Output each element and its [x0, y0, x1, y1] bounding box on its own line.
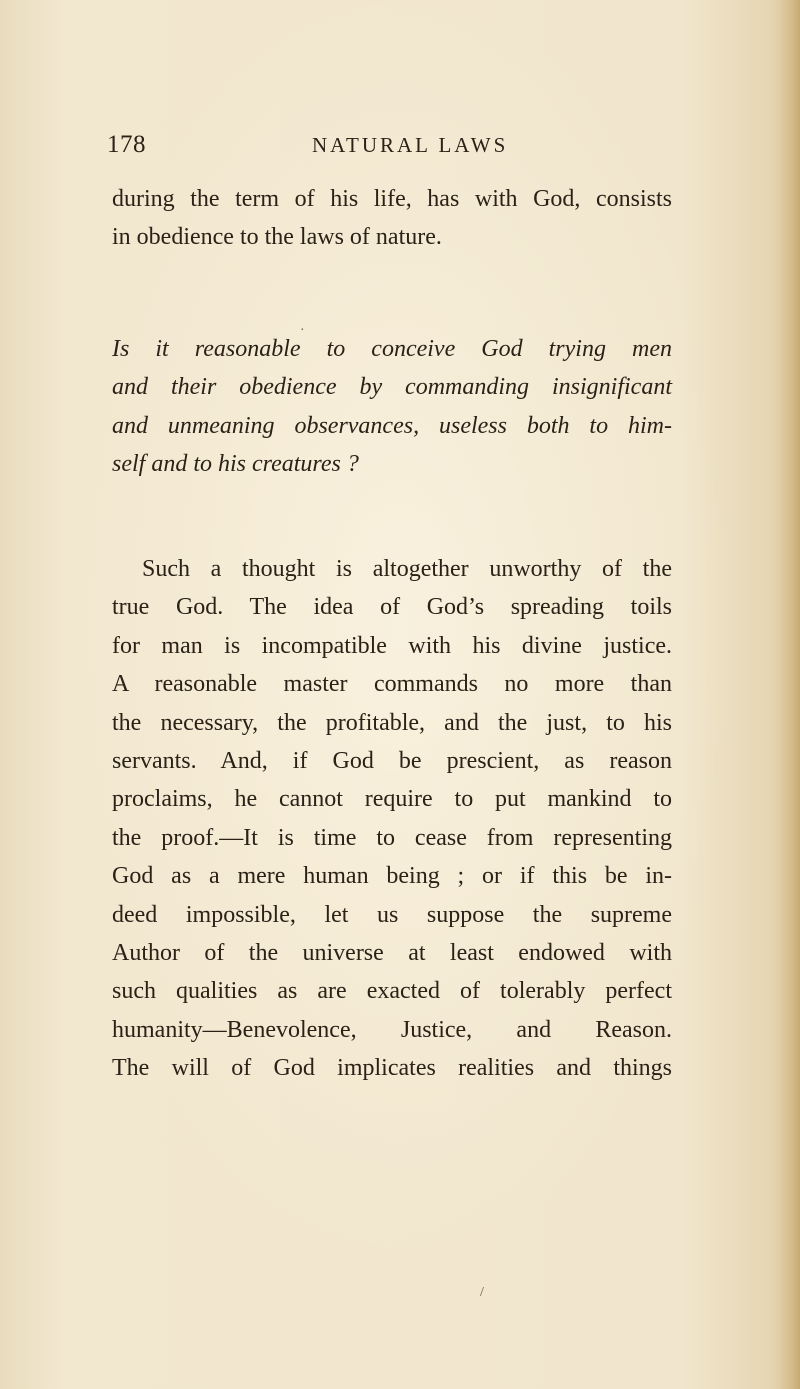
- text-line: and their obedience by commanding insignificant: [112, 374, 672, 401]
- text-line: Is it reasonable to conceive God trying men: [112, 336, 672, 362]
- text-line: proclaims, he cannot require to put mankind to: [112, 786, 672, 813]
- text-line: the proof.—It is time to cease from representing: [112, 824, 672, 851]
- text-line: for man is incompatible with his divine justice.: [112, 632, 672, 659]
- text-line: the necessary, the profitable, and the just, to his: [112, 709, 672, 736]
- page-edge-shadow: [778, 0, 800, 1389]
- text-line: The will of God implicates realities and things: [112, 1055, 672, 1082]
- text-line: and unmeaning observances, useless both to him-: [112, 412, 672, 439]
- text-line: humanity—Benevolence, Justice, and Reason.: [112, 1016, 672, 1043]
- running-title: NATURAL LAWS: [312, 133, 509, 157]
- text-line: true God. The idea of God’s spreading toils: [112, 594, 672, 621]
- text-line: Author of the universe at least endowed with: [112, 940, 672, 967]
- text-line: Such a thought is altogether unworthy of the: [142, 556, 672, 582]
- ink-speck: /: [480, 1285, 484, 1300]
- text-line: self and to his creatures ?: [112, 451, 359, 478]
- paragraph-3: [112, 550, 672, 1088]
- text-line: during the term of his life, has with God, consists: [112, 186, 672, 212]
- text-line: such qualities as are exacted of tolerably perfect: [112, 978, 672, 1005]
- text-line: servants. And, if God be prescient, as reason: [112, 748, 672, 775]
- ink-speck: ·: [300, 323, 305, 338]
- paragraph-1: [112, 180, 672, 257]
- text-line: God as a mere human being ; or if this be in-: [112, 863, 672, 890]
- text-line: deed impossible, let us suppose the supreme: [112, 901, 672, 928]
- text-line: in obedience to the laws of nature.: [112, 224, 442, 251]
- paragraph-2-question: [112, 330, 672, 484]
- text-line: A reasonable master commands no more than: [112, 671, 672, 698]
- running-head: [107, 131, 667, 161]
- page-number: 178: [107, 131, 146, 158]
